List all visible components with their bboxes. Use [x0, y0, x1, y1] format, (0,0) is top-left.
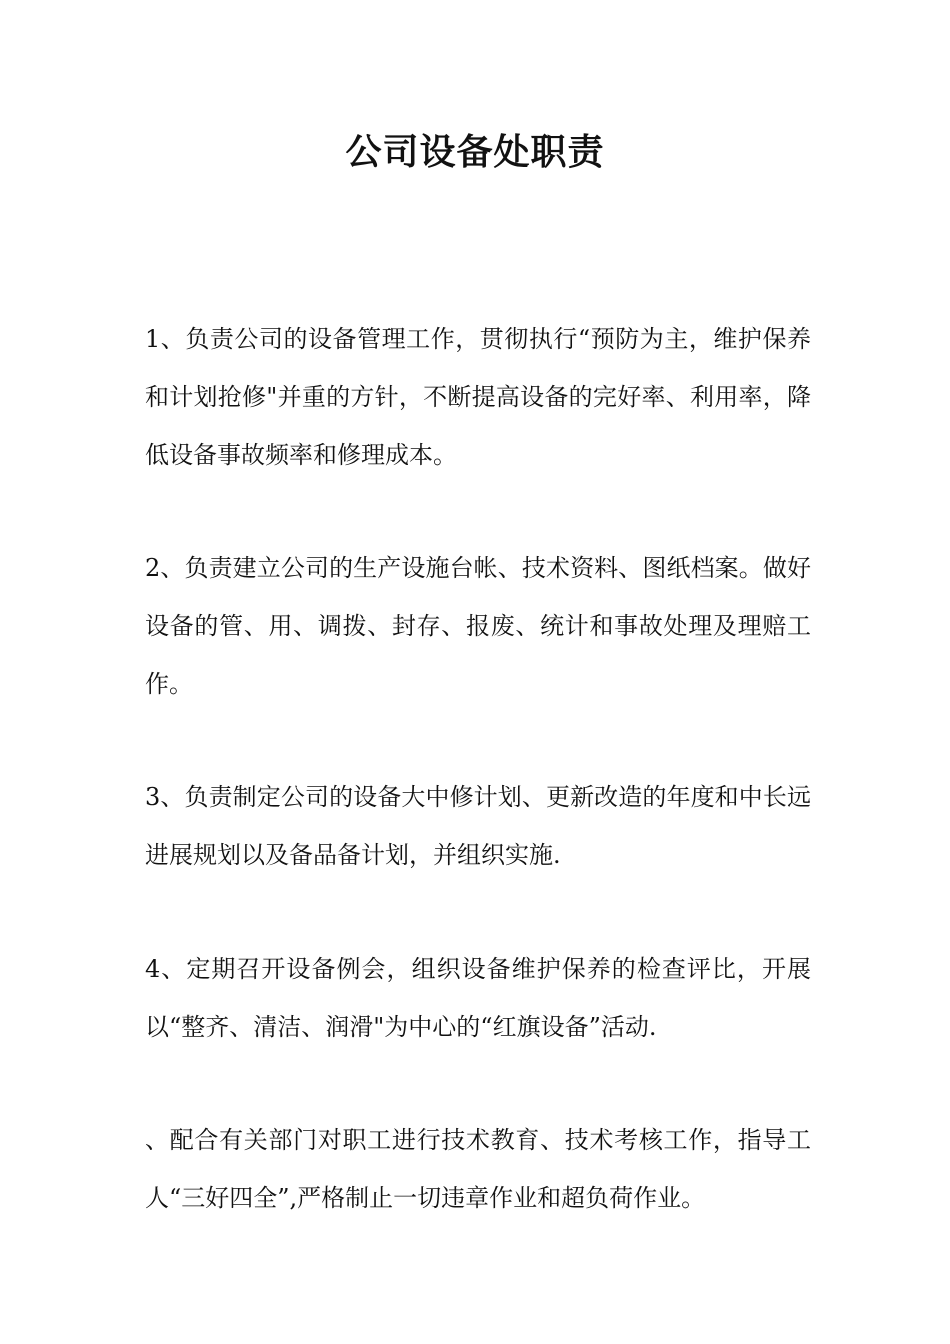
duty-item-3: 3、负责制定公司的设备大中修计划、更新改造的年度和中长远进展规划以及备品备计划，并组织实施. — [145, 783, 811, 869]
document-title: 公司设备处职责 — [345, 132, 605, 173]
duty-item-2: 2、负责建立公司的生产设施台帐、技术资料、图纸档案。做好设备的管、用、调拨、封存、报废、统计和事故处理及理赔工作。 — [145, 554, 811, 698]
duty-item-4: 4、定期召开设备例会，组织设备维护保养的检查评比，开展以“整齐、清洁、润滑"为中心的“红旗设备”活动. — [145, 955, 811, 1041]
duty-item-5: 、配合有关部门对职工进行技术教育、技术考核工作，指导工人“三好四全”,严格制止一切违章作业和超负荷作业。 — [145, 1126, 811, 1212]
duty-item-1: 1、负责公司的设备管理工作，贯彻执行“预防为主，维护保养和计划抢修"并重的方针，不断提高设备的完好率、利用率，降低设备事故频率和修理成本。 — [145, 325, 811, 469]
